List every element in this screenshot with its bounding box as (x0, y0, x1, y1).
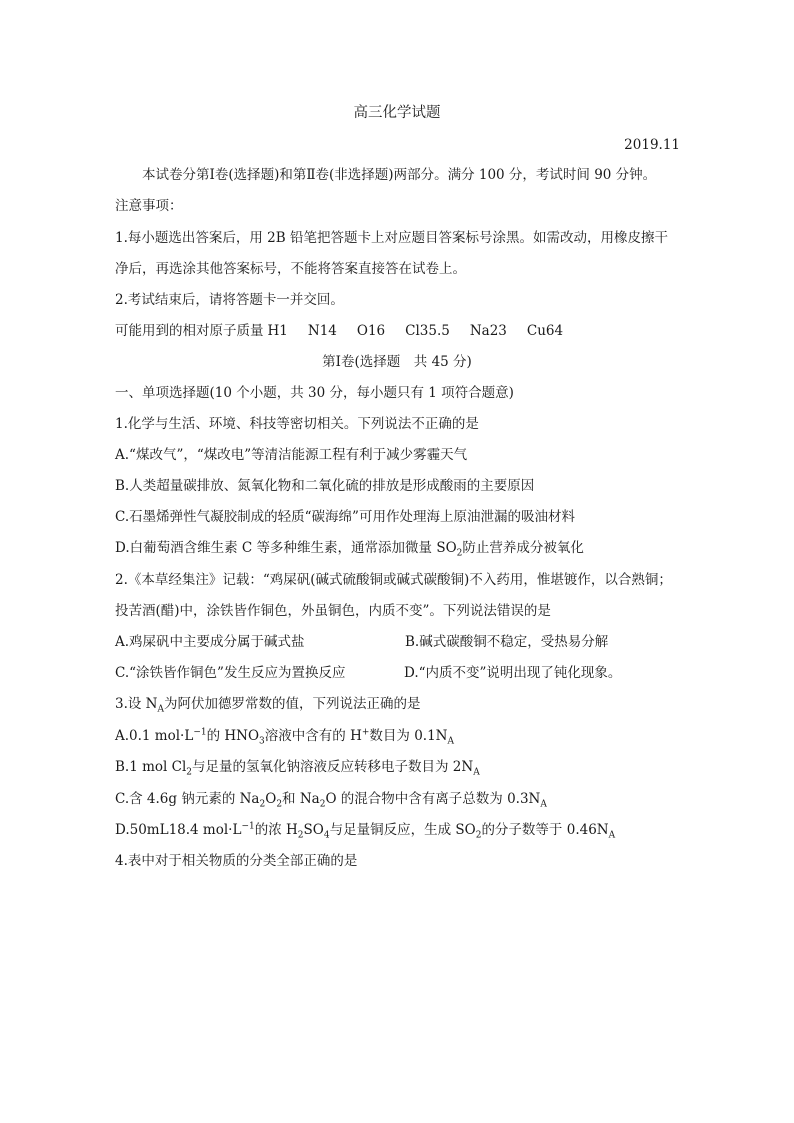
q3-option-b (115, 757, 685, 777)
part-1-heading: 一、单项选择题(10 个小题，共 30 分，每小题只有 1 项符合题意) (115, 385, 514, 401)
note-item-1-line-2: 净后，再选涂其他答案标号，不能将答案直接答在试卷上。 (115, 261, 466, 277)
q2-option-a: A.鸡屎矾中主要成分属于碱式盐 (115, 634, 305, 650)
atomic-mass-o: O16 (356, 323, 386, 339)
q1-option-d (115, 538, 685, 558)
q1-d-text-1: D.白葡萄酒含维生素 C 等多种维生素，通常添加微量 SO (115, 540, 457, 556)
q1-option-c: C.石墨烯弹性气凝胶制成的轻质“碳海绵”可用作处理海上原油泄漏的吸油材料 (115, 509, 575, 525)
q2-option-d: D.“内质不变”说明出现了钝化现象。 (404, 665, 622, 681)
q3-a-text-4: 数目为 0.1N (369, 728, 448, 744)
note-item-2: 2.考试结束后，请将答题卡一并交回。 (115, 292, 344, 308)
q3-stem-sub: A (157, 704, 164, 715)
atomic-mass-cu: Cu64 (526, 323, 564, 339)
atomic-mass-h: H1 (267, 323, 288, 339)
q2-option-c: C.“涂铁皆作铜色”发生反应为置换反应 (115, 665, 346, 681)
q3-b-sub-2: A (473, 767, 480, 778)
q3-d-text-1: D.50mL18.4 mol·L (115, 822, 242, 838)
page-title: 高三化学试题 (353, 105, 441, 121)
q3-c-sub-2: 2 (276, 799, 283, 810)
q3-d-text-3: SO (303, 822, 324, 838)
q3-c-sub-1: 2 (259, 799, 266, 810)
notes-heading: 注意事项： (115, 198, 183, 214)
q3-d-sub-3: 2 (475, 830, 482, 841)
q3-a-sup-1: −1 (193, 727, 207, 738)
q3-b-text-2: 与足量的氢氧化钠溶液反应转移电子数目为 2N (192, 759, 474, 775)
q3-stem (115, 694, 685, 714)
exam-date: 2019.11 (624, 137, 680, 153)
q3-stem-text-1: 3.设 N (115, 696, 158, 712)
q3-c-sub-3: 2 (319, 799, 326, 810)
q3-c-text-2: O (265, 791, 277, 807)
intro-paragraph: 本试卷分第Ⅰ卷(选择题)和第Ⅱ卷(非选择题)两部分。满分 100 分，考试时间 90 分钟。 (142, 167, 657, 183)
q1-option-a: A.“煤改气”，“煤改电”等清洁能源工程有利于减少雾霾天气 (115, 447, 468, 463)
atomic-mass-cl: Cl35.5 (405, 323, 450, 339)
note-item-1-line-1: 1.每小题选出答案后，用 2B 铅笔把答题卡上对应题目答案标号涂黑。如需改动，用橡皮擦干 (115, 230, 668, 246)
q3-b-sub-1: 2 (186, 767, 193, 778)
q2-stem-line-1: 2.《本草经集注》记载：“鸡屎矾(碱式硫酸铜或碱式碳酸铜)不入药用，惟堪镀作，以合熟铜； (115, 572, 672, 588)
q3-c-sub-4: A (540, 799, 547, 810)
atomic-masses (115, 321, 685, 341)
q3-d-sup-1: −1 (241, 821, 255, 832)
section-1-heading: 第Ⅰ卷(选择题 共 45 分) (322, 354, 472, 370)
q3-option-c (115, 789, 685, 809)
q4-stem: 4.表中对于相关物质的分类全部正确的是 (115, 853, 358, 869)
q3-d-text-2: 的浓 H (254, 822, 298, 838)
q1-d-text-2: 防止营养成分被氧化 (462, 540, 584, 556)
q3-a-sup-2: + (361, 727, 370, 738)
q3-d-text-4: 与足量铜反应，生成 SO (329, 822, 476, 838)
atomic-mass-n: N14 (307, 323, 337, 339)
atomic-mass-na: Na23 (469, 323, 507, 339)
q3-a-sub-2: A (447, 736, 454, 747)
q3-c-text-4: O 的混合物中含有离子总数为 0.3N (325, 791, 541, 807)
q2-option-b: B.碱式碳酸铜不稳定，受热易分解 (405, 634, 609, 650)
q3-b-text-1: B.1 mol Cl (115, 759, 187, 775)
q3-a-sub-1: 3 (259, 736, 265, 747)
q3-d-text-5: 的分子数等于 0.46N (481, 822, 609, 838)
q3-option-d (115, 820, 685, 840)
q3-a-text-1: A.0.1 mol·L (115, 728, 194, 744)
q2-stem-line-2: 投苦酒(醋)中，涂铁皆作铜色，外虽铜色，内质不变”。下列说法错误的是 (115, 603, 551, 619)
q3-option-a (115, 726, 685, 746)
q3-a-text-3: 溶液中含有的 H (264, 728, 362, 744)
q3-d-sub-2: 4 (323, 830, 330, 841)
q3-a-text-2: 的 HNO (206, 728, 260, 744)
q1-d-sub: 2 (456, 548, 463, 559)
q3-stem-text-2: 为阿伏加德罗常数的值，下列说法正确的是 (163, 696, 421, 712)
q3-d-sub-1: 2 (297, 830, 304, 841)
q3-d-sub-4: A (608, 830, 616, 841)
atomic-masses-label: 可能用到的相对原子质量 (115, 323, 264, 339)
q3-c-text-1: C.含 4.6g 钠元素的 Na (115, 791, 260, 807)
q1-stem: 1.化学与生活、环境、科技等密切相关。下列说法不正确的是 (115, 416, 479, 432)
q3-c-text-3: 和 Na (282, 791, 320, 807)
q1-option-b: B.人类超量碳排放、氮氧化物和二氧化硫的排放是形成酸雨的主要原因 (115, 478, 535, 494)
